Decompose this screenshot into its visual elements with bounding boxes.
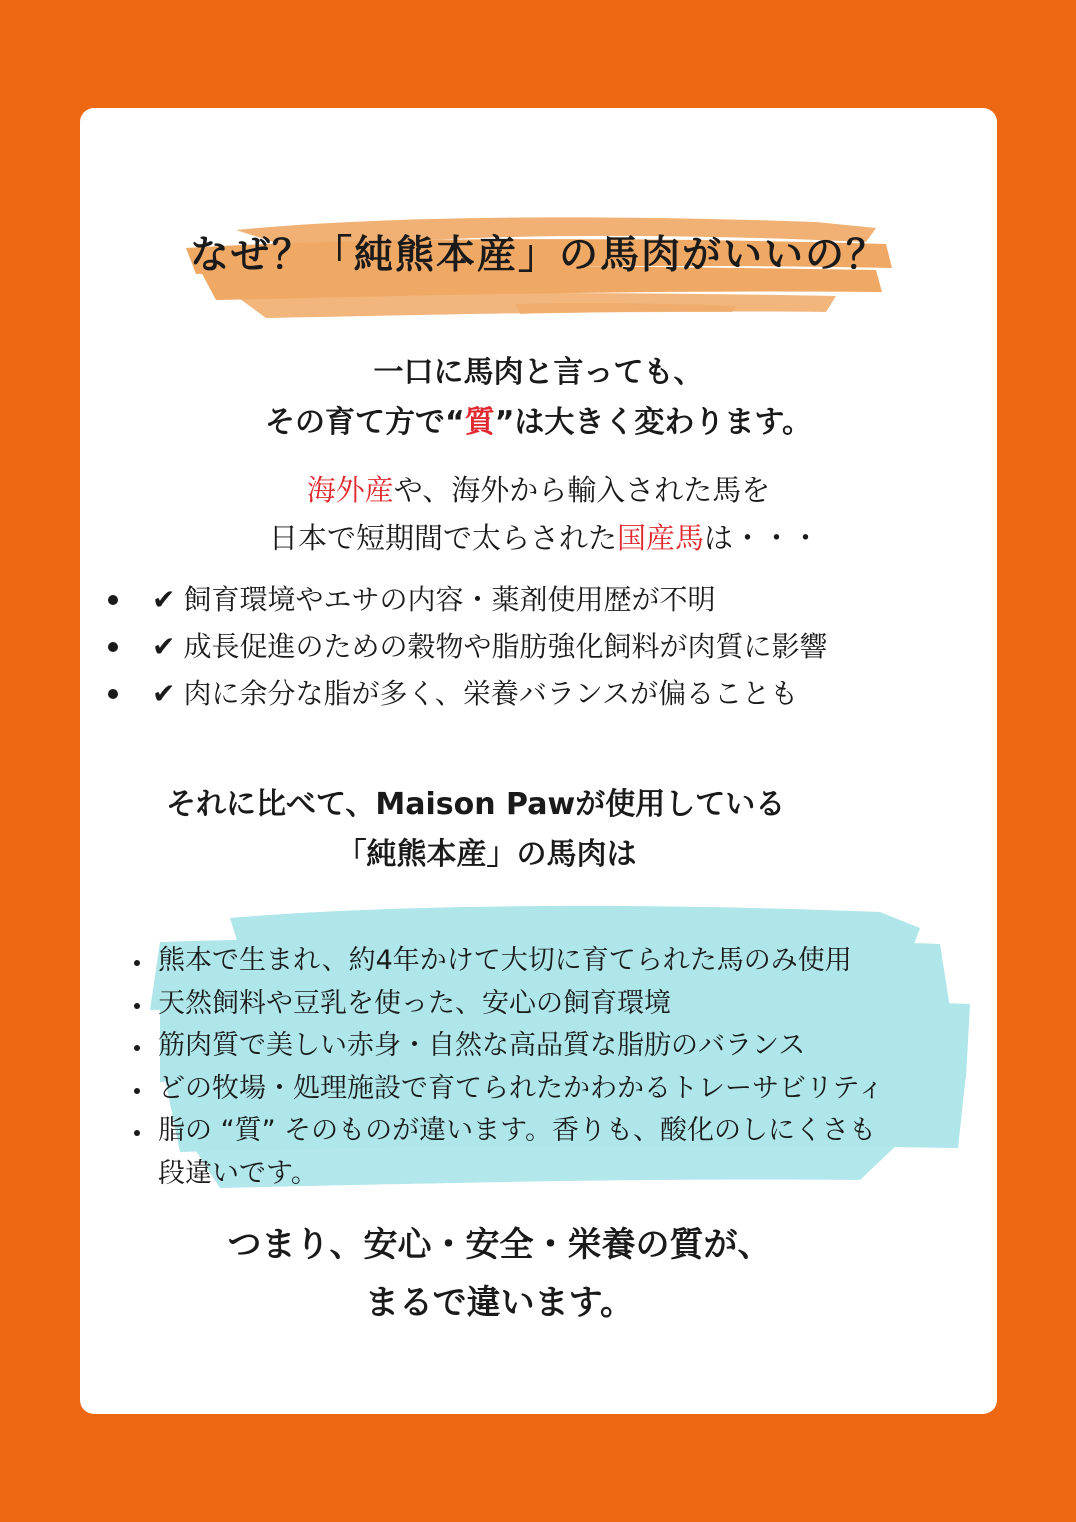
intro-highlight-overseas: 海外産	[306, 473, 394, 507]
bullet-icon	[134, 1088, 140, 1094]
intro-line-2	[80, 514, 997, 562]
compare-line-2: 「純熊本産」の馬肉は	[336, 837, 637, 872]
lead-line-2-pre: その育て方で“	[264, 405, 465, 440]
concern-text: 飼育環境やエサの内容・薬剤使用歴が不明	[183, 583, 716, 616]
intro-highlight-domestic: 国産馬	[616, 521, 704, 555]
list-item	[104, 670, 984, 717]
benefit-text: 脂の “質” そのものが違います。香りも、酸化のしにくさも	[158, 1115, 876, 1146]
lead-text	[80, 348, 997, 448]
list-item	[132, 940, 992, 983]
intro-line-2-post: は・・・	[704, 521, 821, 555]
lead-line-2	[80, 398, 997, 448]
benefits-list	[132, 940, 992, 1195]
check-icon: ✔	[152, 630, 176, 663]
lead-line-1: 一口に馬肉と言っても、	[373, 355, 704, 390]
list-item	[132, 1025, 992, 1068]
bullet-icon	[134, 960, 140, 966]
check-icon: ✔	[152, 583, 176, 616]
concern-text: 肉に余分な脂が多く、栄養バランスが偏ることも	[183, 677, 799, 710]
concern-text: 成長促進のための穀物や脂肪強化飼料が肉質に影響	[183, 630, 828, 663]
bullet-icon	[134, 1003, 140, 1009]
bullet-icon	[108, 595, 118, 605]
list-item	[132, 1068, 992, 1111]
conclusion-line-1: つまり、安心・安全・栄養の質が、	[227, 1225, 772, 1265]
intro-line-1-post: や、海外から輸入された馬を	[393, 473, 771, 507]
list-item	[104, 576, 984, 623]
benefit-text: 筋肉質で美しい赤身・自然な高品質な脂肪のバランス	[158, 1030, 806, 1061]
conclusion-text	[80, 1216, 997, 1332]
compare-heading	[80, 780, 997, 880]
conclusion-line-2: まるで違います。	[365, 1283, 634, 1323]
intro-line-2-pre: 日本で短期間で太らされた	[268, 521, 617, 555]
bullet-icon	[134, 1130, 140, 1136]
lead-line-2-post: ”は大きく変わります。	[494, 405, 813, 440]
check-icon: ✔	[152, 677, 176, 710]
list-item	[104, 623, 984, 670]
bullet-icon	[108, 689, 118, 699]
intro-text	[80, 466, 997, 562]
lead-highlight-quality: 質	[464, 405, 495, 440]
list-item	[132, 1110, 992, 1195]
page-title: なぜ？「純熊本産」の馬肉がいいの？	[189, 233, 887, 278]
concerns-list	[104, 576, 984, 717]
bullet-icon	[134, 1045, 140, 1051]
benefit-text: どの牧場・処理施設で育てられたかわかるトレーサビリティ	[158, 1072, 885, 1104]
list-item	[132, 983, 992, 1026]
benefit-text: 熊本で生まれ、約4年かけて大切に育てられた馬のみ使用	[158, 945, 852, 976]
bullet-icon	[108, 642, 118, 652]
compare-line-1: それに比べて、Maison Pawが使用している	[166, 787, 786, 822]
content-card	[80, 108, 997, 1414]
intro-line-1	[80, 466, 997, 514]
benefit-text: 天然飼料や豆乳を使った、安心の飼育環境	[158, 987, 671, 1019]
benefit-text-continuation: 段違いです。	[158, 1157, 318, 1189]
